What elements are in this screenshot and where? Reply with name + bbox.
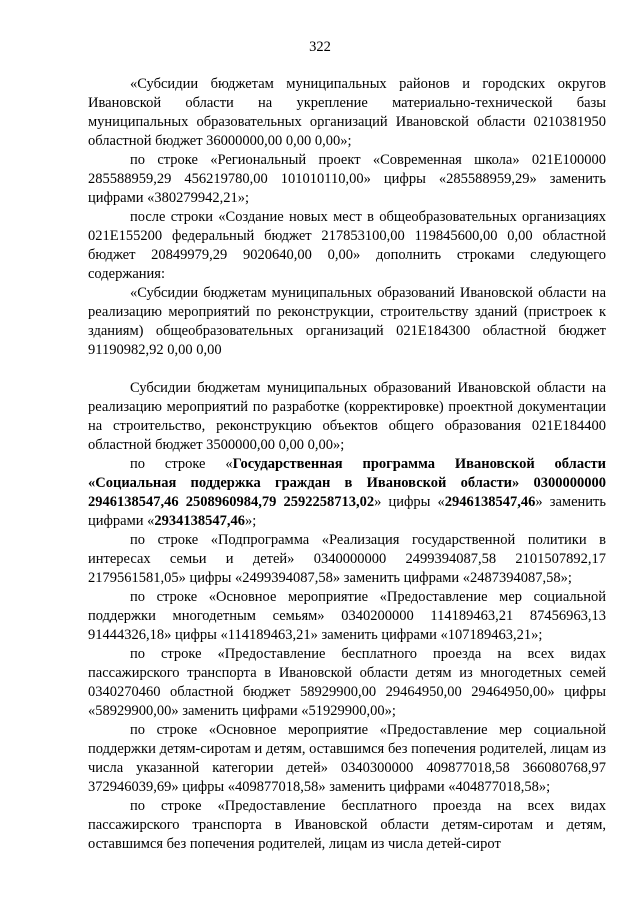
paragraph-free-transport-large-families: по строке «Предоставление бесплатного проезда на всех видах пассажирского транспорта в Ивановской области детям из многодетных семей 0340270460 областной бюджет 58929900,00 29464950,00 29464950,00» цифры «58929900,00» заменить цифрами «51929900,00»; bbox=[88, 646, 606, 719]
paragraph-state-program-social-support bbox=[88, 455, 606, 531]
text-segment: »; bbox=[245, 513, 257, 529]
bold-program-title: Государственная программа Ивановской области «Социальная поддержка граждан в Ивановской области» 0300000000 2946138547,46 2508960984,79 2592258713,02 bbox=[88, 456, 606, 510]
paragraph-orphans-support: по строке «Основное мероприятие «Предоставление мер социальной поддержки детям-сиротам и детям, оставшимся без попечения родителей, лицам из числа указанной категории детей» 0340300000 409877018,58 366080768,97 372946039,69» цифры «409877018,58» заменить цифрами «404877018,58»; bbox=[88, 722, 606, 795]
paragraph-large-families-support: по строке «Основное мероприятие «Предоставление мер социальной поддержки многодетным семьям» 0340200000 114189463,21 87456963,13 91444326,18» цифры «114189463,21» заменить цифрами «107189463,21»; bbox=[88, 589, 606, 643]
text-segment: по строке « bbox=[130, 456, 233, 472]
paragraph-free-transport-orphans: по строке «Предоставление бесплатного проезда на всех видах пассажирского транспорта в Ивановской области детям-сиротам и детям, оставшимся без попечения родителей, лицам из числа детей-сирот bbox=[88, 798, 606, 852]
bold-new-figure: 2934138547,46 bbox=[154, 513, 246, 529]
paragraph-subsidies-design-documentation: Субсидии бюджетам муниципальных образований Ивановской области на реализацию мероприятий по разработке (корректировке) проектной документации на строительство, реконструкцию объектов общего образования 021E184400 областной бюджет 3500000,00 0,00 0,00»; bbox=[88, 380, 606, 453]
page-number: 322 bbox=[309, 39, 331, 55]
bold-old-figure: 2946138547,46 bbox=[444, 494, 536, 510]
paragraph-regional-project-modern-school: по строке «Региональный проект «Современная школа» 021E100000 285588959,29 456219780,00 101010110,00» цифры «285588959,29» заменить цифрами «380279942,21»; bbox=[88, 152, 606, 206]
paragraph-subsidies-reconstruction: «Субсидии бюджетам муниципальных образований Ивановской области на реализацию мероприятий по реконструкции, строительству зданий (пристроек к зданиям) общеобразовательных организаций 021E184300 областной бюджет 91190982,92 0,00 0,00 bbox=[88, 285, 606, 358]
paragraph-subsidies-municipal-districts: «Субсидии бюджетам муниципальных районов и городских округов Ивановской области на укрепление материально-технической базы муниципальных образовательных организаций Ивановской области 0210381950 областной бюджет 36000000,00 0,00 0,00»; bbox=[88, 76, 606, 149]
text-segment: » цифры « bbox=[374, 494, 445, 510]
paragraph-after-line-new-places: после строки «Создание новых мест в общеобразовательных организациях 021E155200 федеральный бюджет 217853100,00 119845600,00 0,00 областной бюджет 20849979,29 9020640,00 0,00» дополнить строками следующего содержания: bbox=[88, 209, 606, 282]
paragraph-subprogram-family-policy: по строке «Подпрограмма «Реализация государственной политики в интересах семьи и детей» 0340000000 2499394087,58 2101507892,17 2179561581,05» цифры «2499394087,58» заменить цифрами «2487394087,58»; bbox=[88, 532, 606, 586]
document-body bbox=[88, 75, 606, 854]
text-segment: » заменить цифрами « bbox=[88, 494, 606, 529]
